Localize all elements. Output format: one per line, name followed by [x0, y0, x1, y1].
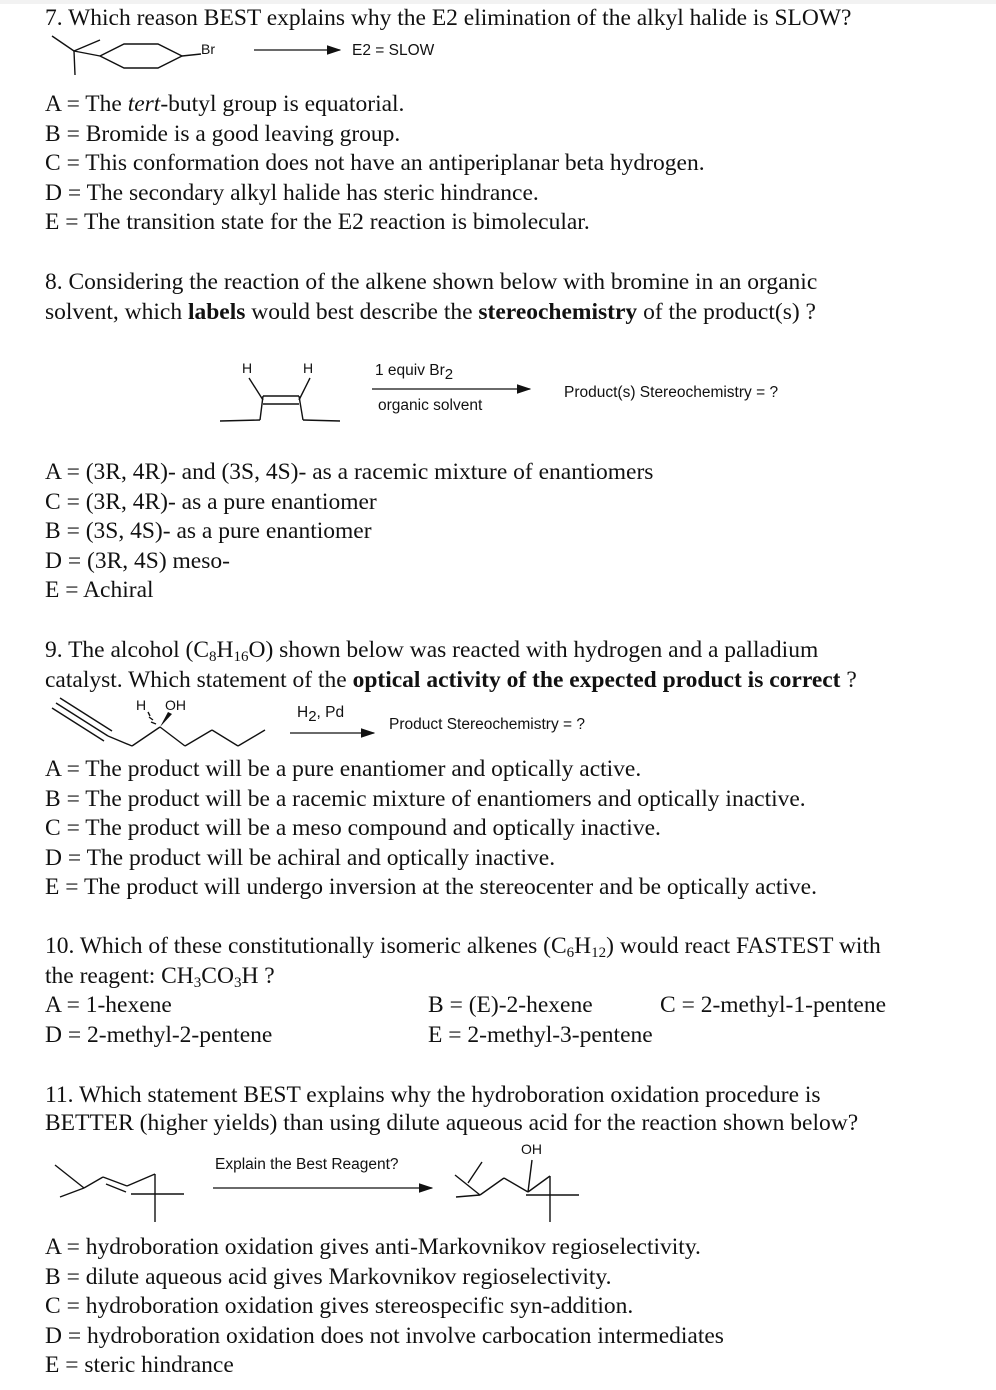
option-letter: A: [45, 459, 61, 485]
q8-bold-labels: labels: [187, 298, 246, 325]
option-letter: E: [45, 1352, 60, 1378]
q8-reagent-text: 1 equiv Br: [375, 362, 445, 379]
option-letter: A: [45, 1234, 61, 1260]
q8-reagent-top: [375, 362, 454, 383]
q9-reagent: [297, 704, 345, 725]
q10-text: H: [574, 933, 592, 959]
q8-option-a: A = (3R, 4R)- and (3S, 4S)- as a racemic mixture of enantiomers: [45, 459, 654, 485]
q11-option-d: D = hydroboration oxidation does not involve carbocation intermediates: [45, 1322, 724, 1349]
q8-product-label: Product(s) Stereochemistry = ?: [564, 384, 779, 401]
option-text: 1-hexene: [85, 992, 172, 1018]
option-text: 2-methyl-3-pentene: [467, 1021, 653, 1048]
q11-arrow-label: Explain the Best Reagent?: [215, 1156, 399, 1173]
q11-alkene-structure: [55, 1165, 184, 1222]
q9-product-label: Product Stereochemistry = ?: [389, 716, 585, 733]
option-letter: C: [45, 150, 61, 176]
q10-option-a: A = 1-hexene: [45, 992, 172, 1018]
option-text: This conformation does not have an antiperiplanar beta hydrogen.: [85, 150, 705, 176]
q8-option-d: D = (3R, 4S) meso-: [45, 547, 230, 574]
option-letter: D: [45, 1021, 62, 1048]
q8-question-line2: [45, 298, 816, 328]
q8-text: of the product(s) ?: [637, 298, 816, 325]
q7-cyclohexane-structure: [52, 36, 201, 75]
q8-option-b: B = (3S, 4S)- as a pure enantiomer: [45, 518, 372, 544]
q9-text: H: [216, 637, 234, 663]
q7-question: 7. Which reason BEST explains why the E2 elimination of the alkyl halide is SLOW?: [45, 5, 852, 31]
q9-text: catalyst. Which statement of the: [45, 666, 353, 693]
q8-text: solvent, which: [45, 298, 188, 325]
q11-option-c: C = hydroboration oxidation gives stereospecific syn-addition.: [45, 1293, 634, 1319]
q9-option-d: D = The product will be achiral and optically inactive.: [45, 844, 556, 871]
q7-option-a: A = The tert-butyl group is equatorial.: [45, 91, 405, 117]
q8-reagent-bottom: organic solvent: [378, 397, 483, 414]
q8-question-line1: 8. Considering the reaction of the alkene shown below with bromine in an organic: [45, 269, 818, 295]
q8-reagent-sub: 2: [444, 366, 454, 383]
q8-h-label-left: H: [242, 360, 253, 376]
option-letter: B: [45, 518, 61, 544]
option-text: (E)-2-hexene: [468, 992, 593, 1018]
q10-sub: 3: [233, 974, 242, 991]
option-text: Bromide is a good leaving group.: [85, 120, 401, 147]
option-letter: C: [45, 488, 61, 515]
q9-text: ?: [840, 666, 857, 693]
option-italic: tert: [127, 91, 161, 117]
q10-text: H ?: [241, 962, 275, 989]
q11-question-line1: 11. Which statement BEST explains why the hydroboration oxidation procedure is: [45, 1082, 821, 1108]
option-text: hydroboration oxidation does not involve carbocation intermediates: [87, 1322, 724, 1349]
q8-h-label-right: H: [303, 360, 314, 376]
q9-sub: 16: [233, 649, 249, 665]
option-text: Achiral: [83, 577, 154, 603]
q9-oh-label: OH: [165, 697, 186, 713]
q10-text: 10. Which of these constitutionally isomeric alkenes (C: [45, 933, 567, 959]
q10-sub: 3: [193, 974, 202, 991]
q10-text: ) would react FASTEST with: [606, 933, 881, 959]
q11-alcohol-structure: [455, 1160, 579, 1222]
q10-sub: 12: [591, 945, 607, 961]
q9-text: O) shown below was reacted with hydrogen and a palladium: [248, 637, 819, 663]
q9-reagent-sub: 2: [308, 708, 317, 725]
q9-sub: 8: [209, 649, 217, 665]
q9-alkynol-structure: [52, 698, 265, 746]
q10-sub: 6: [566, 945, 575, 961]
q7-arrow-label: E2 = SLOW: [352, 42, 435, 59]
q11-question-line2: BETTER (higher yields) than using dilute aqueous acid for the reaction shown below?: [45, 1110, 859, 1136]
q10-text: the reagent: CH: [45, 962, 194, 989]
option-letter: C: [45, 815, 61, 841]
option-text: hydroboration oxidation gives stereospecific syn-addition.: [85, 1293, 634, 1319]
option-letter: C: [660, 992, 676, 1018]
option-text: The transition state for the E2 reaction is bimolecular.: [83, 209, 590, 235]
option-letter: A: [45, 992, 61, 1018]
option-text: 2-methyl-1-pentene: [700, 992, 887, 1018]
option-text: (3R, 4S) meso-: [87, 547, 230, 574]
option-letter: A: [45, 91, 61, 117]
q9-option-c: C = The product will be a meso compound and optically inactive.: [45, 815, 661, 841]
option-letter: D: [45, 547, 62, 574]
q10-question-line2: [45, 962, 275, 992]
q10-option-c: C = 2-methyl-1-pentene: [660, 992, 887, 1018]
q9-h-label: H: [136, 697, 147, 713]
option-text: steric hindrance: [84, 1352, 234, 1378]
q9-option-e: E = The product will undergo inversion at the stereocenter and be optically active.: [45, 874, 817, 900]
option-text: The product will be achiral and optically inactive.: [86, 844, 556, 871]
q11-option-a: A = hydroboration oxidation gives anti-Markovnikov regioselectivity.: [45, 1234, 701, 1260]
option-text: 2-methyl-2-pentene: [87, 1021, 273, 1048]
q10-option-e: E = 2-methyl-3-pentene: [428, 1021, 653, 1048]
q9-oh-wedge: [160, 712, 172, 727]
option-letter: E: [45, 209, 60, 235]
q10-option-b: B = (E)-2-hexene: [428, 992, 593, 1018]
option-text: dilute aqueous acid gives Markovnikov regioselectivity.: [85, 1263, 612, 1290]
option-letter: B: [45, 785, 61, 812]
option-letter: E: [45, 577, 60, 603]
option-text: The product will be a meso compound and optically inactive.: [85, 815, 661, 841]
option-letter: D: [45, 844, 62, 871]
option-text: The product will be a racemic mixture of enantiomers and optically inactive.: [85, 785, 806, 812]
q10-option-d: D = 2-methyl-2-pentene: [45, 1021, 273, 1048]
q9-text: 9. The alcohol (C: [45, 637, 210, 663]
option-text: The product will undergo inversion at the stereocenter and be optically active.: [83, 874, 817, 900]
option-letter: D: [45, 179, 62, 206]
q8-option-e: E = Achiral: [45, 577, 154, 603]
option-text: The product will be a pure enantiomer and optically active.: [85, 756, 642, 782]
option-letter: E: [428, 1021, 443, 1048]
option-letter: A: [45, 756, 61, 782]
q11-oh-label: OH: [521, 1141, 542, 1157]
q9-option-a: A = The product will be a pure enantiomer and optically active.: [45, 756, 642, 782]
q8-option-c: C = (3R, 4R)- as a pure enantiomer: [45, 488, 377, 515]
q10-text: CO: [201, 962, 234, 989]
option-text: (3R, 4R)- and (3S, 4S)- as a racemic mixture of enantiomers: [85, 459, 654, 485]
q8-bold-stereo: stereochemistry: [478, 298, 638, 325]
q7-option-d: D = The secondary alkyl halide has steric hindrance.: [45, 179, 539, 206]
q9-bold-text: optical activity of the expected product is correct: [352, 666, 841, 693]
option-text: The: [85, 91, 128, 117]
option-letter: B: [428, 992, 444, 1018]
option-text: hydroboration oxidation gives anti-Markovnikov regioselectivity.: [85, 1234, 701, 1260]
option-text: (3R, 4R)- as a pure enantiomer: [85, 488, 377, 515]
q8-alkene-structure: [220, 378, 340, 421]
q11-option-b: B = dilute aqueous acid gives Markovnikov regioselectivity.: [45, 1263, 612, 1290]
option-letter: B: [45, 1263, 61, 1290]
option-text: (3S, 4S)- as a pure enantiomer: [85, 518, 372, 544]
q9-option-b: B = The product will be a racemic mixture of enantiomers and optically inactive.: [45, 785, 806, 812]
option-letter: B: [45, 120, 61, 147]
q9-reagent-text: H: [297, 704, 309, 721]
option-text: -butyl group is equatorial.: [160, 91, 405, 117]
q9-reagent-text: , Pd: [316, 704, 345, 721]
option-letter: E: [45, 874, 60, 900]
q10-question-line1: [45, 932, 881, 962]
option-letter: C: [45, 1293, 61, 1319]
q7-option-e: E = The transition state for the E2 reaction is bimolecular.: [45, 209, 590, 235]
q9-question-line1: [45, 636, 818, 666]
q7-option-c: C = This conformation does not have an antiperiplanar beta hydrogen.: [45, 150, 705, 176]
option-text: The secondary alkyl halide has steric hindrance.: [86, 179, 539, 206]
q7-br-label: Br: [201, 41, 215, 57]
option-letter: D: [45, 1322, 62, 1349]
q9-question-line2: [45, 666, 857, 696]
q8-text: would best describe the: [245, 298, 479, 325]
q7-option-b: B = Bromide is a good leaving group.: [45, 120, 401, 147]
q11-option-e: E = steric hindrance: [45, 1352, 234, 1378]
